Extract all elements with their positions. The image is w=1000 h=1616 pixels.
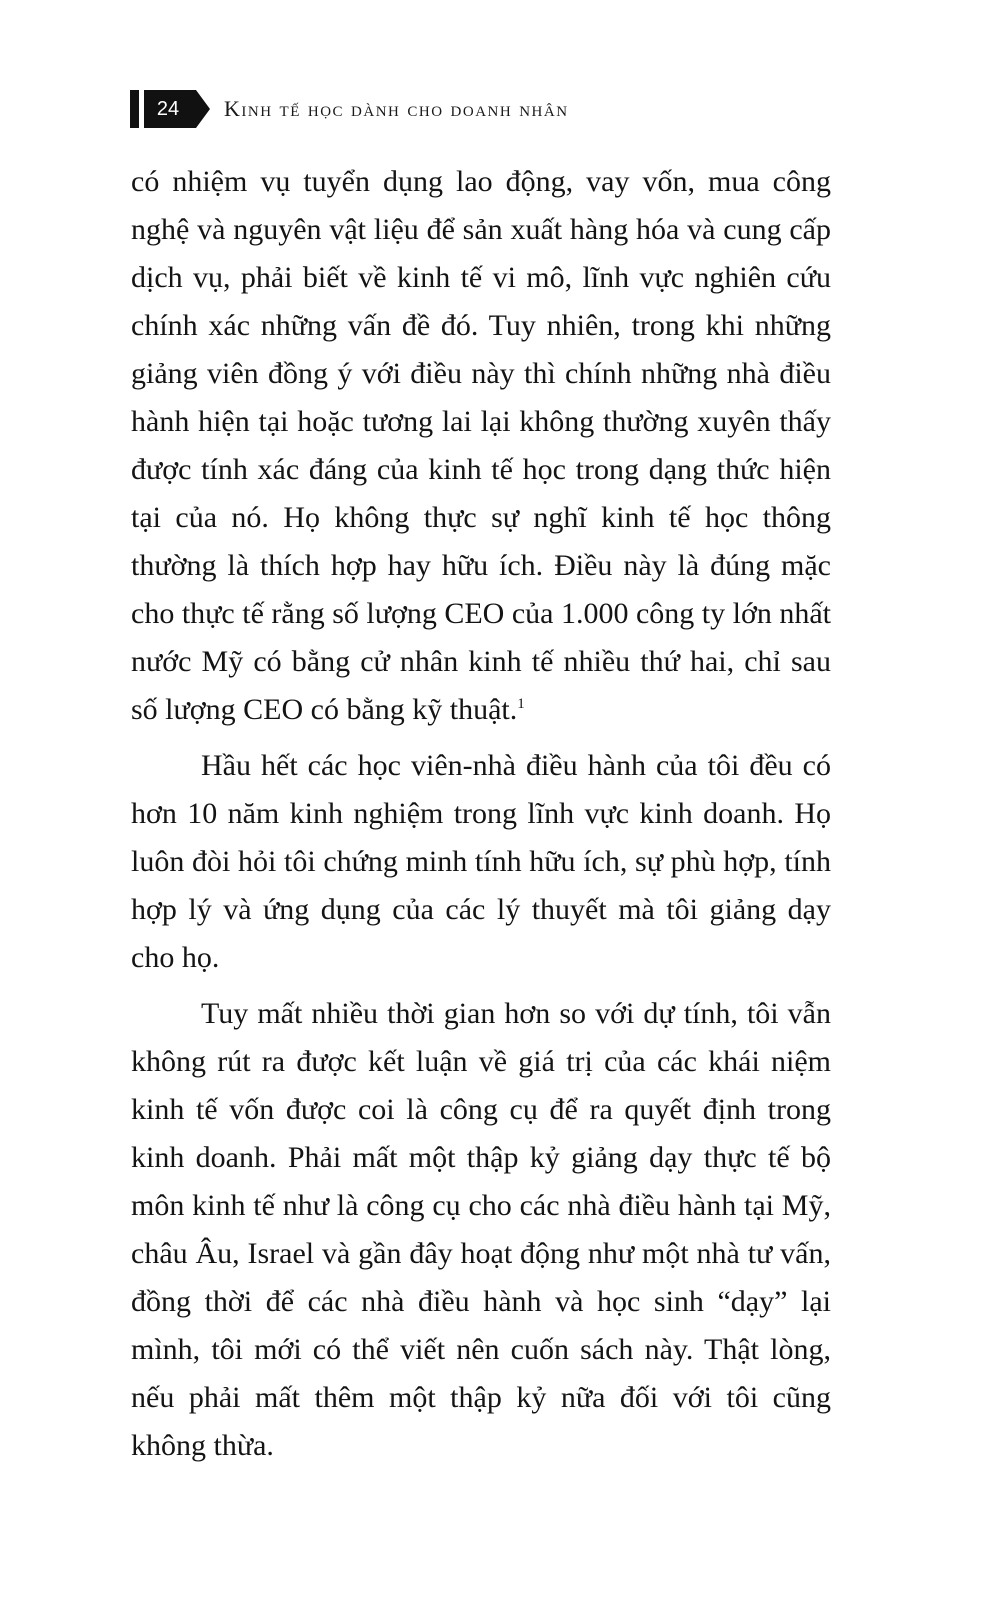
paragraph-1-text: có nhiệm vụ tuyển dụng lao động, vay vốn, mua công nghệ và nguyên vật liệu để sản xuất hàng hóa và cung cấp dịch vụ, phải biết về kinh tế vi mô, lĩnh vực nghiên cứu chính xác những vấn đề đó. Tuy nhiên, trong khi những giảng viên đồng ý với điều này thì chính những nhà điều hành hiện tại hoặc tương lai lại không thường xuyên thấy được tính xác đáng của kinh tế học trong dạng thức hiện tại của nó. Họ không thực sự nghĩ kinh tế học thông thường là thích hợp hay hữu ích. Điều này là đúng mặc cho thực tế rằng số lượng CEO của 1.000 công ty lớn nhất nước Mỹ có bằng cử nhân kinh tế nhiều thứ hai, chỉ sau số lượng CEO có bằng kỹ thuật. — [131, 165, 831, 726]
footnote-reference: 1 — [517, 696, 525, 712]
paragraph-2: Hầu hết các học viên-nhà điều hành của tôi đều có hơn 10 năm kinh nghiệm trong lĩnh vực kinh doanh. Họ luôn đòi hỏi tôi chứng minh tính hữu ích, sự phù hợp, tính hợp lý và ứng dụng của các lý thuyết mà tôi giảng dạy cho họ. — [131, 749, 831, 974]
book-title: Kinh tế học dành cho doanh nhân — [224, 96, 569, 121]
page-number-tab — [144, 90, 196, 128]
running-header — [130, 90, 569, 128]
page-body — [131, 158, 831, 1470]
paragraph-1 — [131, 158, 831, 734]
paragraph-3: Tuy mất nhiều thời gian hơn so với dự tính, tôi vẫn không rút ra được kết luận về giá trị của các khái niệm kinh tế vốn được coi là công cụ để ra quyết định trong kinh doanh. Phải mất một thập kỷ giảng dạy thực tế bộ môn kinh tế như là công cụ cho các nhà điều hành tại Mỹ, châu Âu, Israel và gần đây hoạt động như một nhà tư vấn, đồng thời để các nhà điều hành và học sinh “dạy” lại mình, tôi mới có thể viết nên cuốn sách này. Thật lòng, nếu phải mất thêm một thập kỷ nữa đối với tôi cũng không thừa. — [131, 997, 831, 1462]
header-bar-mark — [130, 90, 139, 128]
page-number: 24 — [156, 97, 180, 120]
